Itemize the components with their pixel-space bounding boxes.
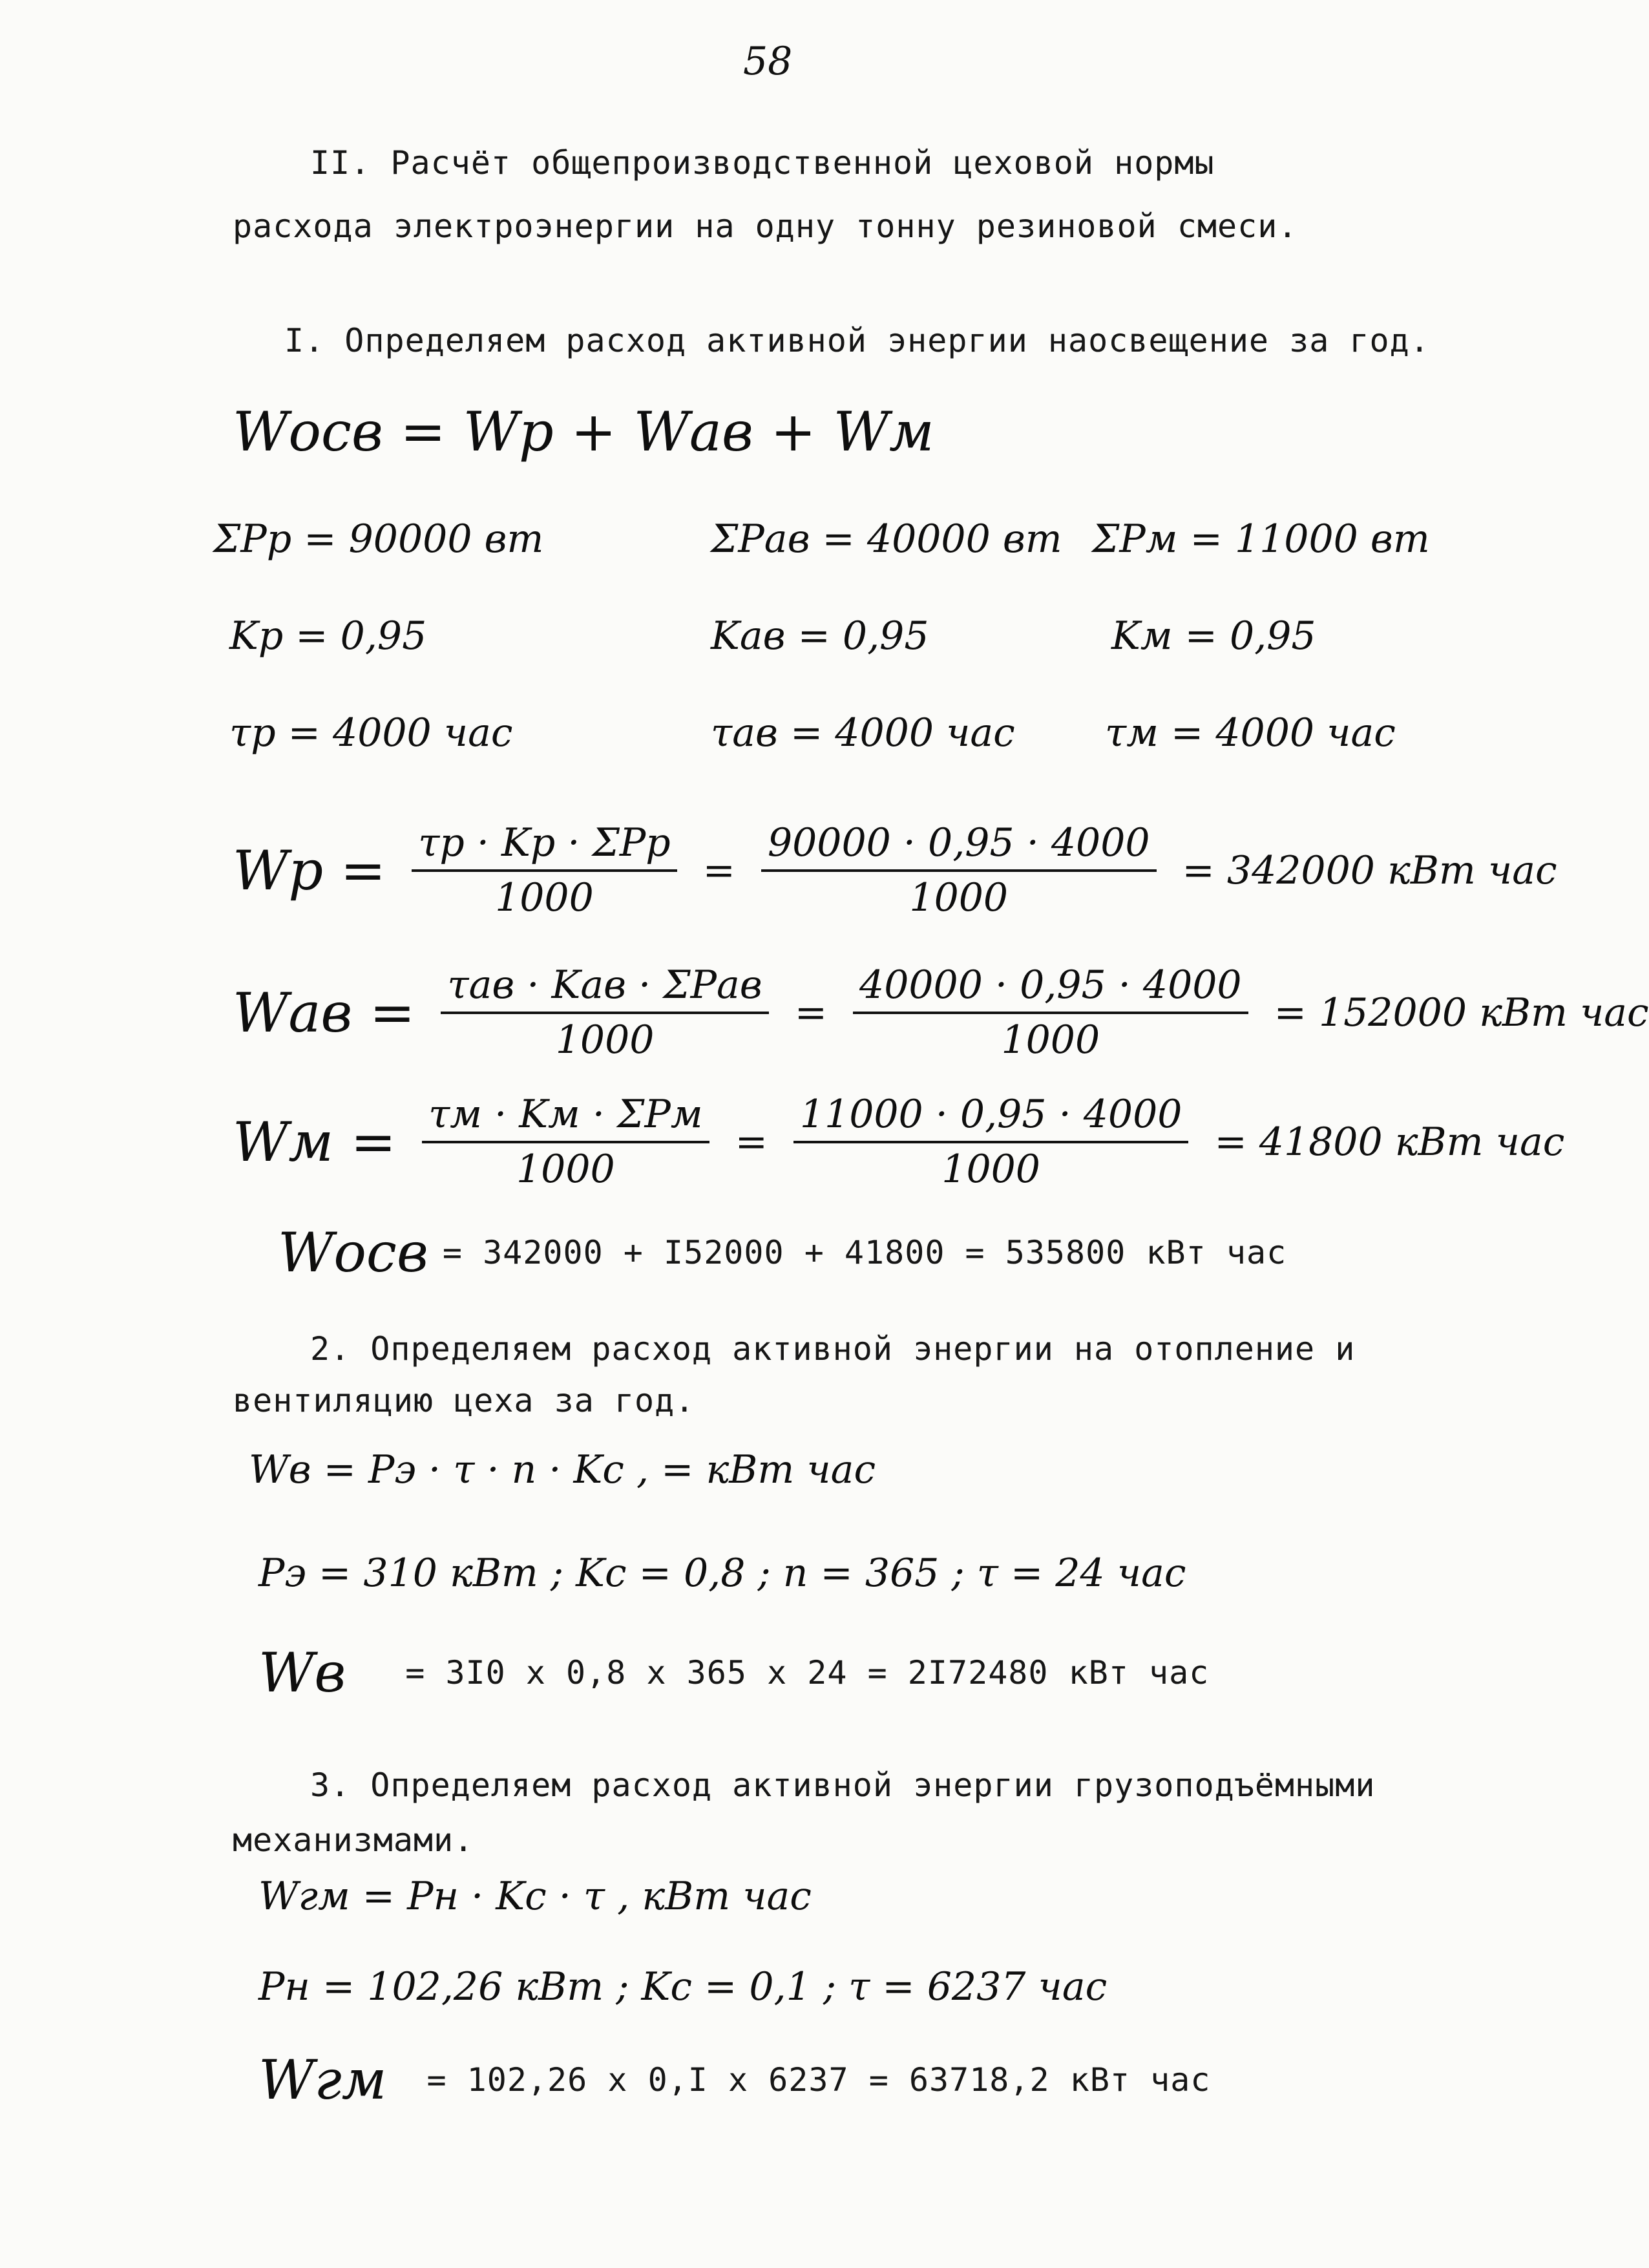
fraction [422, 1092, 709, 1192]
calc-lhs: Wав = [233, 980, 415, 1044]
param-k-r: Kр = 0,95 [229, 613, 427, 659]
calc-lhs: Wм = [233, 1110, 397, 1174]
param-k-av: Kав = 0,95 [711, 613, 929, 659]
calc-result: = 41800 кВт час [1214, 1119, 1565, 1165]
fraction-denominator: 1000 [941, 1147, 1040, 1192]
lifting-result [258, 2049, 1210, 2112]
heating-formula: Wв = Pэ · τ · n · Kс , = кВт час [249, 1447, 876, 1492]
param-tau-m: τм = 4000 час [1105, 710, 1396, 756]
section-1-heading: I. Определяем расход активной энергии наосвещение за год. [284, 322, 1430, 359]
fraction-denominator: 1000 [495, 875, 594, 920]
calc-w-r [233, 821, 1557, 920]
section-3-heading-line-1: 3. Определяем расход активной энергии грузоподъёмными [310, 1766, 1376, 1804]
fraction-denominator: 1000 [1001, 1017, 1100, 1063]
fraction-denominator: 1000 [909, 875, 1009, 920]
equals-sign: = [794, 990, 828, 1035]
lighting-formula: Wосв = Wр + Wав + Wм [233, 400, 934, 463]
fraction [793, 1092, 1189, 1192]
calc-result: = 152000 кВт час [1274, 990, 1649, 1035]
heating-result [258, 1642, 1209, 1704]
param-sum-p-r: ΣPр = 90000 вт [213, 516, 544, 562]
section-2-heading-line-1: 2. Определяем расход активной энергии на отопление и [310, 1330, 1356, 1368]
calc-result: = 342000 кВт час [1182, 847, 1557, 893]
lighting-total [278, 1222, 1287, 1284]
fraction-denominator: 1000 [555, 1017, 655, 1063]
fraction [441, 963, 768, 1063]
equals-sign: = [735, 1119, 768, 1165]
fraction-numerator: τм · Kм · ΣPм [422, 1092, 709, 1143]
title-line-1: II. Расчёт общепроизводственной цеховой нормы [310, 144, 1215, 182]
title-line-2: расхода электроэнергии на одну тонну резиновой смеси. [233, 207, 1298, 245]
total-lhs: Wосв [278, 1221, 428, 1284]
result-value: = 102,26 x 0,I x 6237 = 63718,2 кВт час [426, 2061, 1211, 2099]
fraction [853, 963, 1248, 1063]
fraction [761, 821, 1157, 920]
lifting-params: Pн = 102,26 кВт ; Kс = 0,1 ; τ = 6237 час [258, 1964, 1108, 2009]
fraction-numerator: τав · Kав · ΣPав [441, 963, 768, 1014]
calc-lhs: Wр = [233, 838, 386, 902]
result-value: = 3I0 x 0,8 x 365 x 24 = 2I72480 кВт час [405, 1653, 1210, 1691]
param-tau-av: τав = 4000 час [711, 710, 1015, 756]
lifting-formula: Wгм = Pн · Kс · τ , кВт час [258, 1874, 812, 1919]
section-2-heading-line-2: вентиляцию цеха за год. [233, 1382, 695, 1419]
total-value: = 342000 + I52000 + 41800 = 535800 кВт час [442, 1233, 1287, 1271]
param-sum-p-av: ΣPав = 40000 вт [711, 516, 1062, 562]
fraction-numerator: 11000 · 0,95 · 4000 [793, 1092, 1189, 1143]
param-tau-r: τр = 4000 час [229, 710, 513, 756]
result-lhs: Wгм [258, 2048, 387, 2112]
fraction-denominator: 1000 [516, 1147, 615, 1192]
page-number: 58 [743, 39, 793, 84]
param-sum-p-m: ΣPм = 11000 вт [1092, 516, 1430, 562]
fraction [412, 821, 677, 920]
heating-params: Pэ = 310 кВт ; Kс = 0,8 ; n = 365 ; τ = 24 час [258, 1551, 1186, 1596]
calc-w-av [233, 963, 1649, 1063]
fraction-numerator: 40000 · 0,95 · 4000 [853, 963, 1248, 1014]
fraction-numerator: τр · Kр · ΣPр [412, 821, 677, 872]
section-3-heading-line-2: механизмами. [233, 1821, 474, 1859]
param-k-m: Kм = 0,95 [1111, 613, 1316, 659]
result-lhs: Wв [258, 1641, 346, 1704]
fraction-numerator: 90000 · 0,95 · 4000 [761, 821, 1157, 872]
calc-w-m [233, 1092, 1564, 1192]
equals-sign: = [702, 847, 735, 893]
